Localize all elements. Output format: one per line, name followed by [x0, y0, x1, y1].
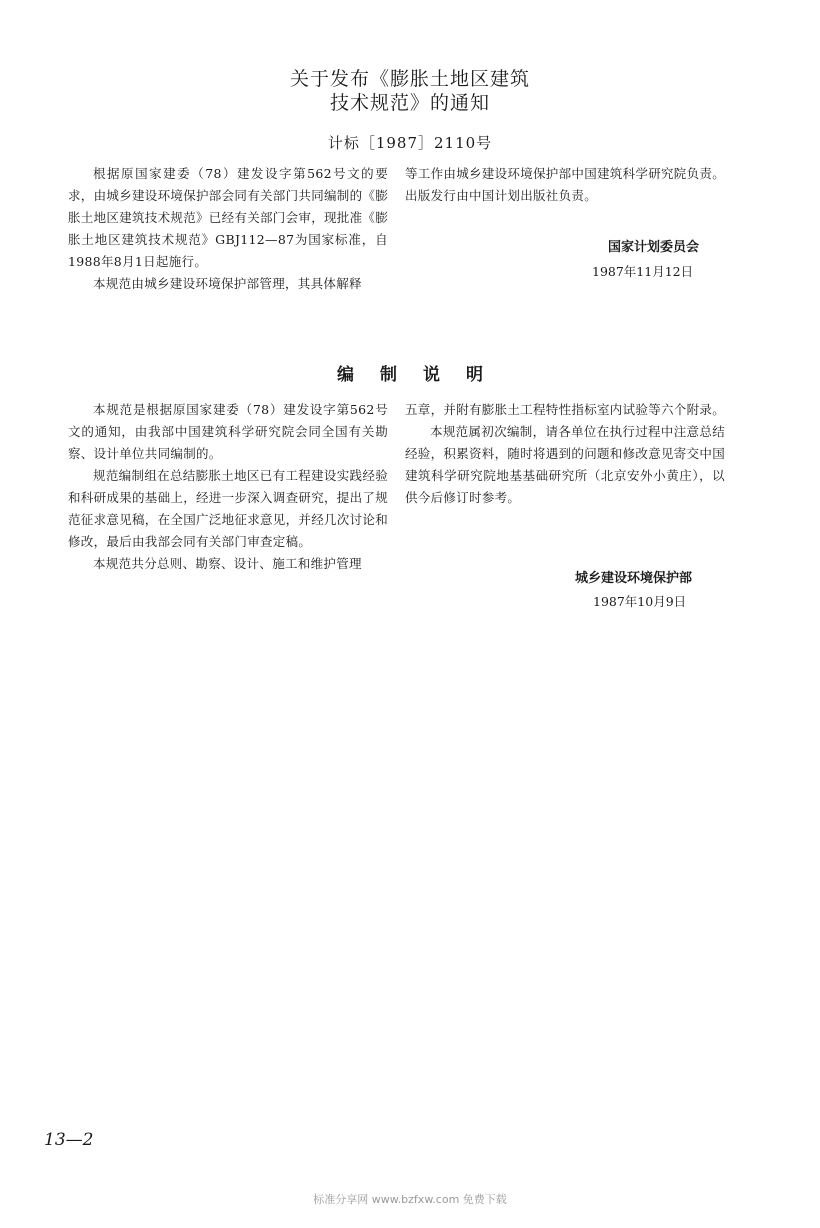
notice-signature: 国家计划委员会 — [608, 240, 700, 255]
preface-paragraph-3: 本规范共分总则、勘察、设计、施工和维护管理 — [93, 556, 362, 571]
preface-left-column — [68, 399, 388, 575]
notice-date: 1987年11月12日 — [592, 264, 694, 279]
notice-left-column — [68, 163, 388, 295]
preface-right-column — [405, 399, 725, 509]
preface-paragraph-2: 规范编制组在总结膨胀土地区已有工程建设实践经验和科研成果的基础上，经进一步深入调查研究，提出了规范征求意见稿，在全国广泛地征求意见，并经几次讨论和修改，最后由我部会同有关部门审查定稿。 — [68, 468, 389, 549]
preface-paragraph-4: 五章，并附有膨胀土工程特性指标室内试验等六个附录。 — [405, 402, 726, 417]
page-number: 13—2 — [44, 1130, 94, 1150]
notice-paragraph-2: 本规范由城乡建设环境保护部管理，其具体解释 — [93, 276, 362, 291]
notice-title-line-1: 关于发布《膨胀土地区建筑 — [289, 68, 530, 90]
notice-paragraph-1: 根据原国家建委（78）建发设字第562号文的要求，由城乡建设环境保护部会同有关部门共同编制的《膨胀土地区建筑技术规范》已经有关部门会审，现批准《膨胀土地区建筑技术规范》GBJ112—87为国家标准，自1988年8月1日起施行。 — [68, 166, 389, 269]
preface-title: 编制说明 — [337, 365, 509, 385]
notice-title-line-2: 技术规范》的通知 — [329, 92, 490, 114]
notice-right-column — [405, 163, 725, 207]
notice-paragraph-3: 等工作由城乡建设环境保护部中国建筑科学研究院负责。出版发行由中国计划出版社负责。 — [405, 166, 726, 203]
preface-paragraph-1: 本规范是根据原国家建委（78）建发设字第562号文的通知，由我部中国建筑科学研究院会同全国有关勘察、设计单位共同编制的。 — [68, 402, 388, 461]
preface-paragraph-5: 本规范属初次编制，请各单位在执行过程中注意总结经验，积累资料，随时将遇到的问题和修改意见寄交中国建筑科学研究院地基基础研究所（北京安外小黄庄），以供今后修订时参考。 — [405, 424, 726, 505]
notice-doc-number: 计标［1987］2110号 — [327, 134, 493, 152]
preface-signature: 城乡建设环境保护部 — [575, 571, 693, 586]
footer-watermark: 标准分享网 www.bzfxw.com 免费下载 — [313, 1193, 507, 1206]
preface-date: 1987年10月9日 — [593, 594, 687, 609]
